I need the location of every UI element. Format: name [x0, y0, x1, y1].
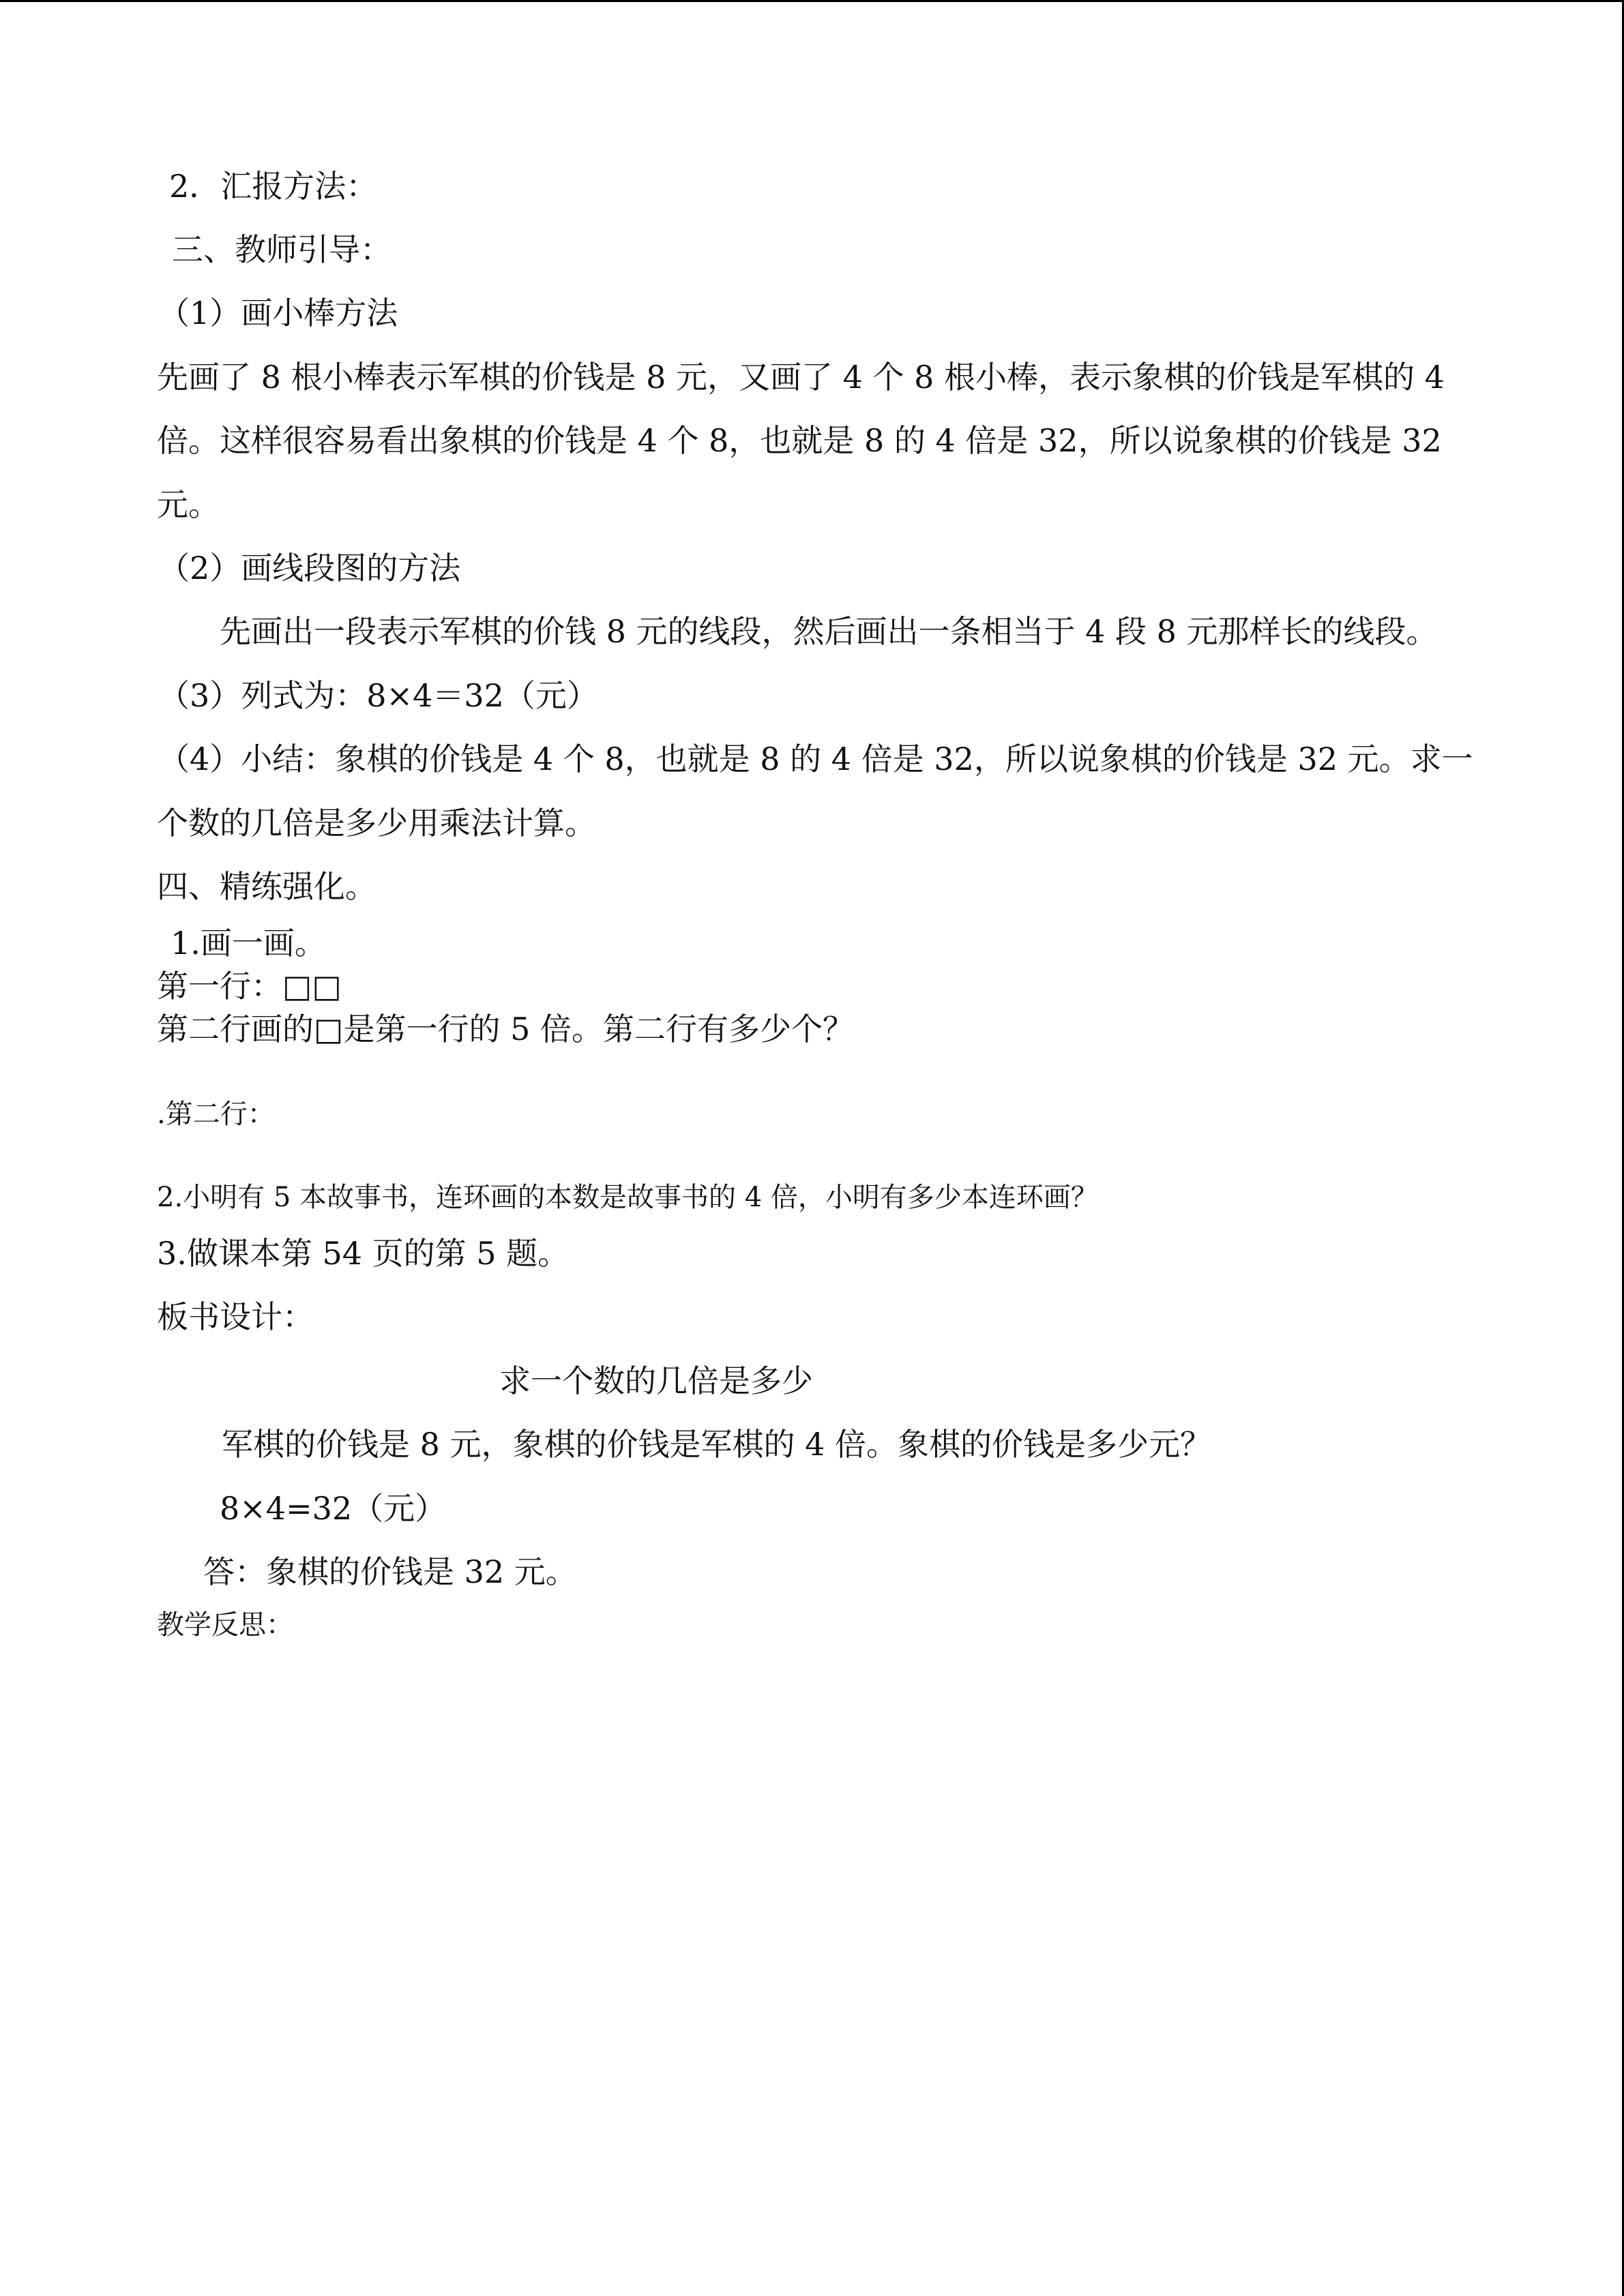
- segment-method-paragraph: 先画出一段表示军棋的价钱 8 元的线段，然后画出一条相当于 4 段 8 元那样长的线段。: [220, 613, 1438, 650]
- section-four-heading: 四、精练强化。: [157, 868, 377, 905]
- exercise-1-row-2: .第二行：: [157, 1099, 275, 1130]
- equation-line: （3）列式为：8×4＝32（元）: [158, 677, 598, 714]
- stick-method-paragraph-line-3: 元。: [157, 486, 220, 523]
- teaching-reflection-heading: 教学反思：: [157, 1609, 293, 1641]
- summary-line-1: （4）小结：象棋的价钱是 4 个 8，也就是 8 的 4 倍是 32，所以说象棋的价钱是 32 元。求一: [158, 741, 1473, 777]
- stick-method-paragraph-line-1: 先画了 8 根小棒表示军棋的价钱是 8 元，又画了 4 个 8 根小棒，表示象棋的价钱是军棋的 4: [157, 359, 1445, 396]
- stick-method-heading: （1）画小棒方法: [158, 295, 398, 331]
- section-three-heading: 三、教师引导：: [172, 231, 392, 268]
- exercise-1-row-1: 第一行：□□: [157, 968, 342, 1004]
- summary-line-2: 个数的几倍是多少用乘法计算。: [157, 805, 596, 841]
- board-design-problem: 军棋的价钱是 8 元，象棋的价钱是军棋的 4 倍。象棋的价钱是多少元？: [222, 1426, 1212, 1463]
- board-design-title: 求一个数的几倍是多少: [499, 1362, 813, 1399]
- exercise-2: 2.小明有 5 本故事书，连环画的本数是故事书的 4 倍，小明有多少本连环画？: [157, 1182, 1098, 1213]
- stick-method-paragraph-line-2: 倍。这样很容易看出象棋的价钱是 4 个 8，也就是 8 的 4 倍是 32，所以说象棋的价钱是 32: [157, 422, 1442, 459]
- board-design-answer: 答：象棋的价钱是 32 元。: [203, 1553, 577, 1590]
- exercise-3: 3.做课本第 54 页的第 5 题。: [157, 1235, 570, 1272]
- exercise-1-heading: 1.画一画。: [171, 925, 326, 961]
- board-design-equation: 8×4=32（元）: [220, 1490, 447, 1527]
- segment-method-heading: （2）画线段图的方法: [158, 550, 461, 586]
- board-design-heading: 板书设计：: [157, 1298, 314, 1335]
- report-method-heading: 2．汇报方法：: [169, 168, 378, 205]
- exercise-1-question: 第二行画的□是第一行的 5 倍。第二行有多少个？: [157, 1011, 854, 1047]
